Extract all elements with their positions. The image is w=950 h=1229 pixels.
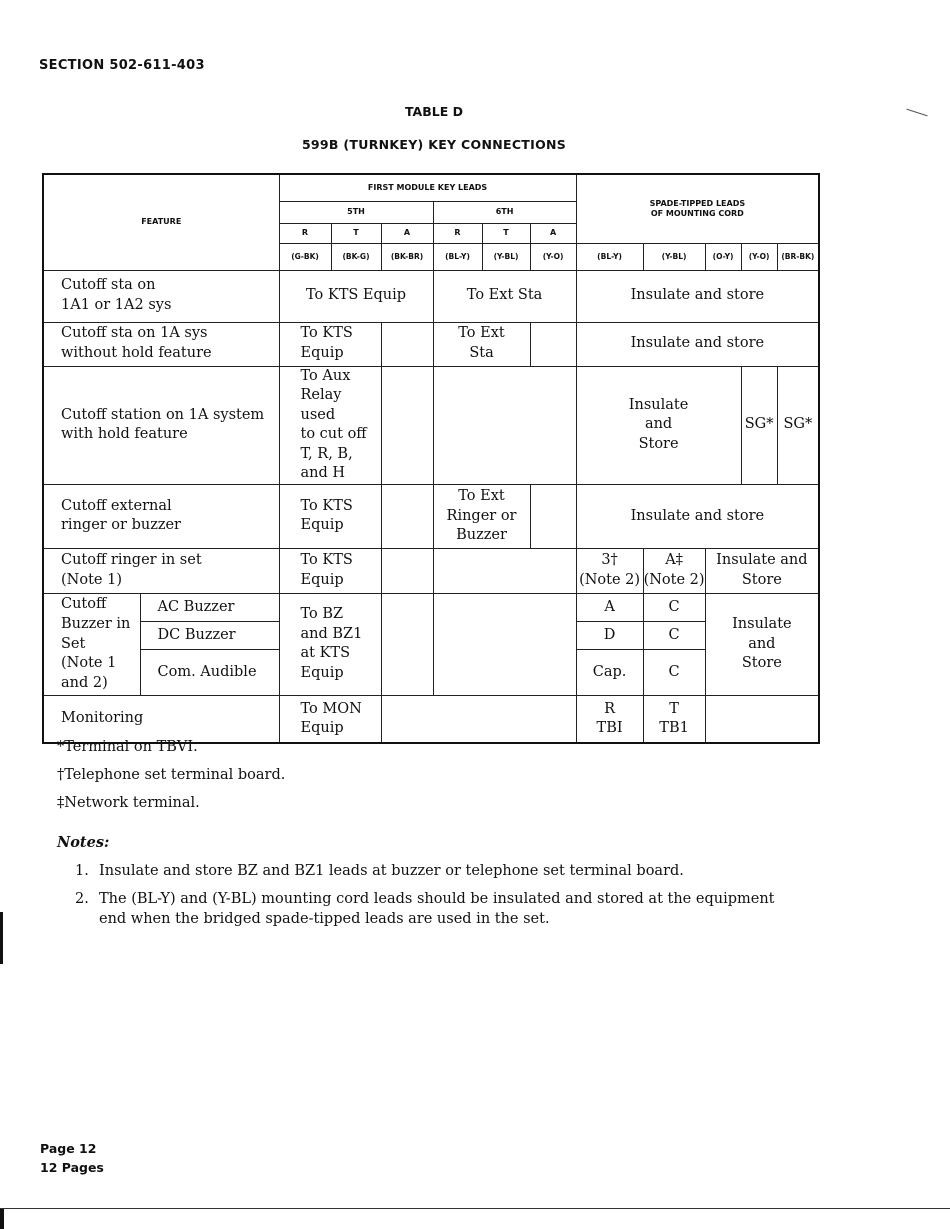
note-number: 2. bbox=[75, 891, 89, 907]
first-module-header: FIRST MODULE KEY LEADS bbox=[279, 174, 576, 201]
spade-cell: A‡ (Note 2) bbox=[643, 548, 705, 593]
corner-mark bbox=[0, 1209, 4, 1229]
feature-header: FEATURE bbox=[43, 174, 279, 270]
table-row bbox=[43, 695, 819, 743]
spade-cell: R TBI bbox=[576, 695, 643, 743]
footnote-telephone-board: †Telephone set terminal board. bbox=[57, 767, 286, 783]
feature-subcell: DC Buzzer bbox=[140, 621, 279, 649]
key-a-6: A bbox=[530, 223, 576, 243]
key-r-6: R bbox=[433, 223, 482, 243]
spade-cell: T TB1 bbox=[643, 695, 705, 743]
key-t-6: T bbox=[482, 223, 530, 243]
fifth-key-cell: To KTS Equip bbox=[279, 270, 433, 322]
empty-cell bbox=[381, 484, 433, 548]
lead-color: (BK-BR) bbox=[381, 243, 433, 270]
table-subtitle: 599B (TURNKEY) KEY CONNECTIONS bbox=[301, 137, 567, 152]
footnote-network-terminal: ‡Network terminal. bbox=[57, 795, 200, 811]
lead-color: (Y-O) bbox=[741, 243, 777, 270]
spade-cell: Cap. bbox=[576, 649, 643, 695]
lead-color: (BL-Y) bbox=[576, 243, 643, 270]
empty-cell bbox=[433, 548, 576, 593]
empty-cell bbox=[381, 695, 576, 743]
key-connections-table bbox=[42, 173, 820, 744]
fifth-key-cell: To KTS Equip bbox=[279, 548, 381, 593]
note-item bbox=[75, 889, 805, 929]
feature-cell: Cutoff ringer in set (Note 1) bbox=[43, 548, 279, 593]
lead-color: (BK-G) bbox=[331, 243, 381, 270]
table-row bbox=[43, 270, 819, 322]
fifth-key-cell: To BZ and BZ1 at KTS Equip bbox=[279, 593, 381, 695]
empty-cell bbox=[705, 695, 819, 743]
lead-color: (BL-Y) bbox=[433, 243, 482, 270]
table-row bbox=[43, 366, 819, 484]
page-count: 12 Pages bbox=[40, 1160, 104, 1175]
bottom-rule bbox=[0, 1208, 950, 1209]
notes-heading: Notes: bbox=[57, 834, 110, 851]
spade-cell: C bbox=[643, 649, 705, 695]
fifth-key-cell: To KTS Equip bbox=[279, 322, 381, 366]
empty-cell bbox=[433, 593, 576, 695]
spade-cell: C bbox=[643, 593, 705, 621]
lead-color: (Y-O) bbox=[530, 243, 576, 270]
spade-cell: 3† (Note 2) bbox=[576, 548, 643, 593]
spade-cell: Insulate and store bbox=[576, 322, 819, 366]
feature-subcell: AC Buzzer bbox=[140, 593, 279, 621]
fifth-key-cell: To KTS Equip bbox=[279, 484, 381, 548]
feature-cell: Monitoring bbox=[43, 695, 279, 743]
spade-cell: C bbox=[643, 621, 705, 649]
spade-cell: Insulate and store bbox=[576, 484, 819, 548]
sg-cell: SG* bbox=[741, 366, 777, 484]
spade-cell: A bbox=[576, 593, 643, 621]
empty-cell bbox=[381, 593, 433, 695]
spade-cell: Insulate and Store bbox=[705, 593, 819, 695]
note-number: 1. bbox=[75, 863, 89, 879]
feature-cell: Cutoff external ringer or buzzer bbox=[43, 484, 279, 548]
spade-cell: D bbox=[576, 621, 643, 649]
fifth-key-cell: To MON Equip bbox=[279, 695, 381, 743]
lead-color: (O-Y) bbox=[705, 243, 741, 270]
binding-mark bbox=[0, 912, 3, 964]
sg-cell: SG* bbox=[777, 366, 819, 484]
fifth-key-header: 5TH bbox=[279, 201, 433, 223]
footnote-terminal: *Terminal on TBVI. bbox=[57, 739, 198, 755]
empty-cell bbox=[381, 322, 433, 366]
empty-cell bbox=[530, 484, 576, 548]
key-r-5: R bbox=[279, 223, 331, 243]
sixth-key-cell: To Ext Ringer or Buzzer bbox=[433, 484, 530, 548]
sixth-key-cell: To Ext Sta bbox=[433, 322, 530, 366]
lead-color: (BR-BK) bbox=[777, 243, 819, 270]
spade-cell: Insulate and store bbox=[576, 270, 819, 322]
lead-color: (G-BK) bbox=[279, 243, 331, 270]
table-row bbox=[43, 548, 819, 593]
note-text: Insulate and store BZ and BZ1 leads at buzzer or telephone set terminal board. bbox=[99, 863, 684, 879]
feature-subcell: Com. Audible bbox=[140, 649, 279, 695]
feature-cell: Cutoff station on 1A system with hold feature bbox=[43, 366, 279, 484]
table-title: TABLE D bbox=[405, 104, 463, 119]
sixth-key-header: 6TH bbox=[433, 201, 576, 223]
feature-cell: Cutoff sta on 1A1 or 1A2 sys bbox=[43, 270, 279, 322]
edge-tick bbox=[906, 109, 927, 117]
lead-color: (Y-BL) bbox=[482, 243, 530, 270]
sixth-key-cell: To Ext Sta bbox=[433, 270, 576, 322]
table-row bbox=[43, 484, 819, 548]
section-header: SECTION 502-611-403 bbox=[39, 58, 205, 73]
key-a-5: A bbox=[381, 223, 433, 243]
spade-cell: Insulate and Store bbox=[705, 548, 819, 593]
lead-color: (Y-BL) bbox=[643, 243, 705, 270]
table-row bbox=[43, 593, 819, 621]
spade-cell: Insulate and Store bbox=[576, 366, 741, 484]
note-item bbox=[75, 861, 805, 881]
key-t-5: T bbox=[331, 223, 381, 243]
empty-cell bbox=[433, 366, 576, 484]
feature-cell: Cutoff sta on 1A sys without hold feature bbox=[43, 322, 279, 366]
note-text: The (BL-Y) and (Y-BL) mounting cord leads should be insulated and stored at the equipment end when the bridged spade-tipped leads are used in the set. bbox=[99, 891, 775, 927]
empty-cell bbox=[381, 548, 433, 593]
fifth-key-cell: To Aux Relay used to cut off T, R, B, and H bbox=[279, 366, 381, 484]
page-number: Page 12 bbox=[40, 1141, 97, 1156]
spade-tipped-header: SPADE-TIPPED LEADS OF MOUNTING CORD bbox=[576, 174, 819, 243]
empty-cell bbox=[530, 322, 576, 366]
table-row bbox=[43, 322, 819, 366]
feature-cell: Cutoff Buzzer in Set (Note 1 and 2) bbox=[43, 593, 140, 695]
empty-cell bbox=[381, 366, 433, 484]
